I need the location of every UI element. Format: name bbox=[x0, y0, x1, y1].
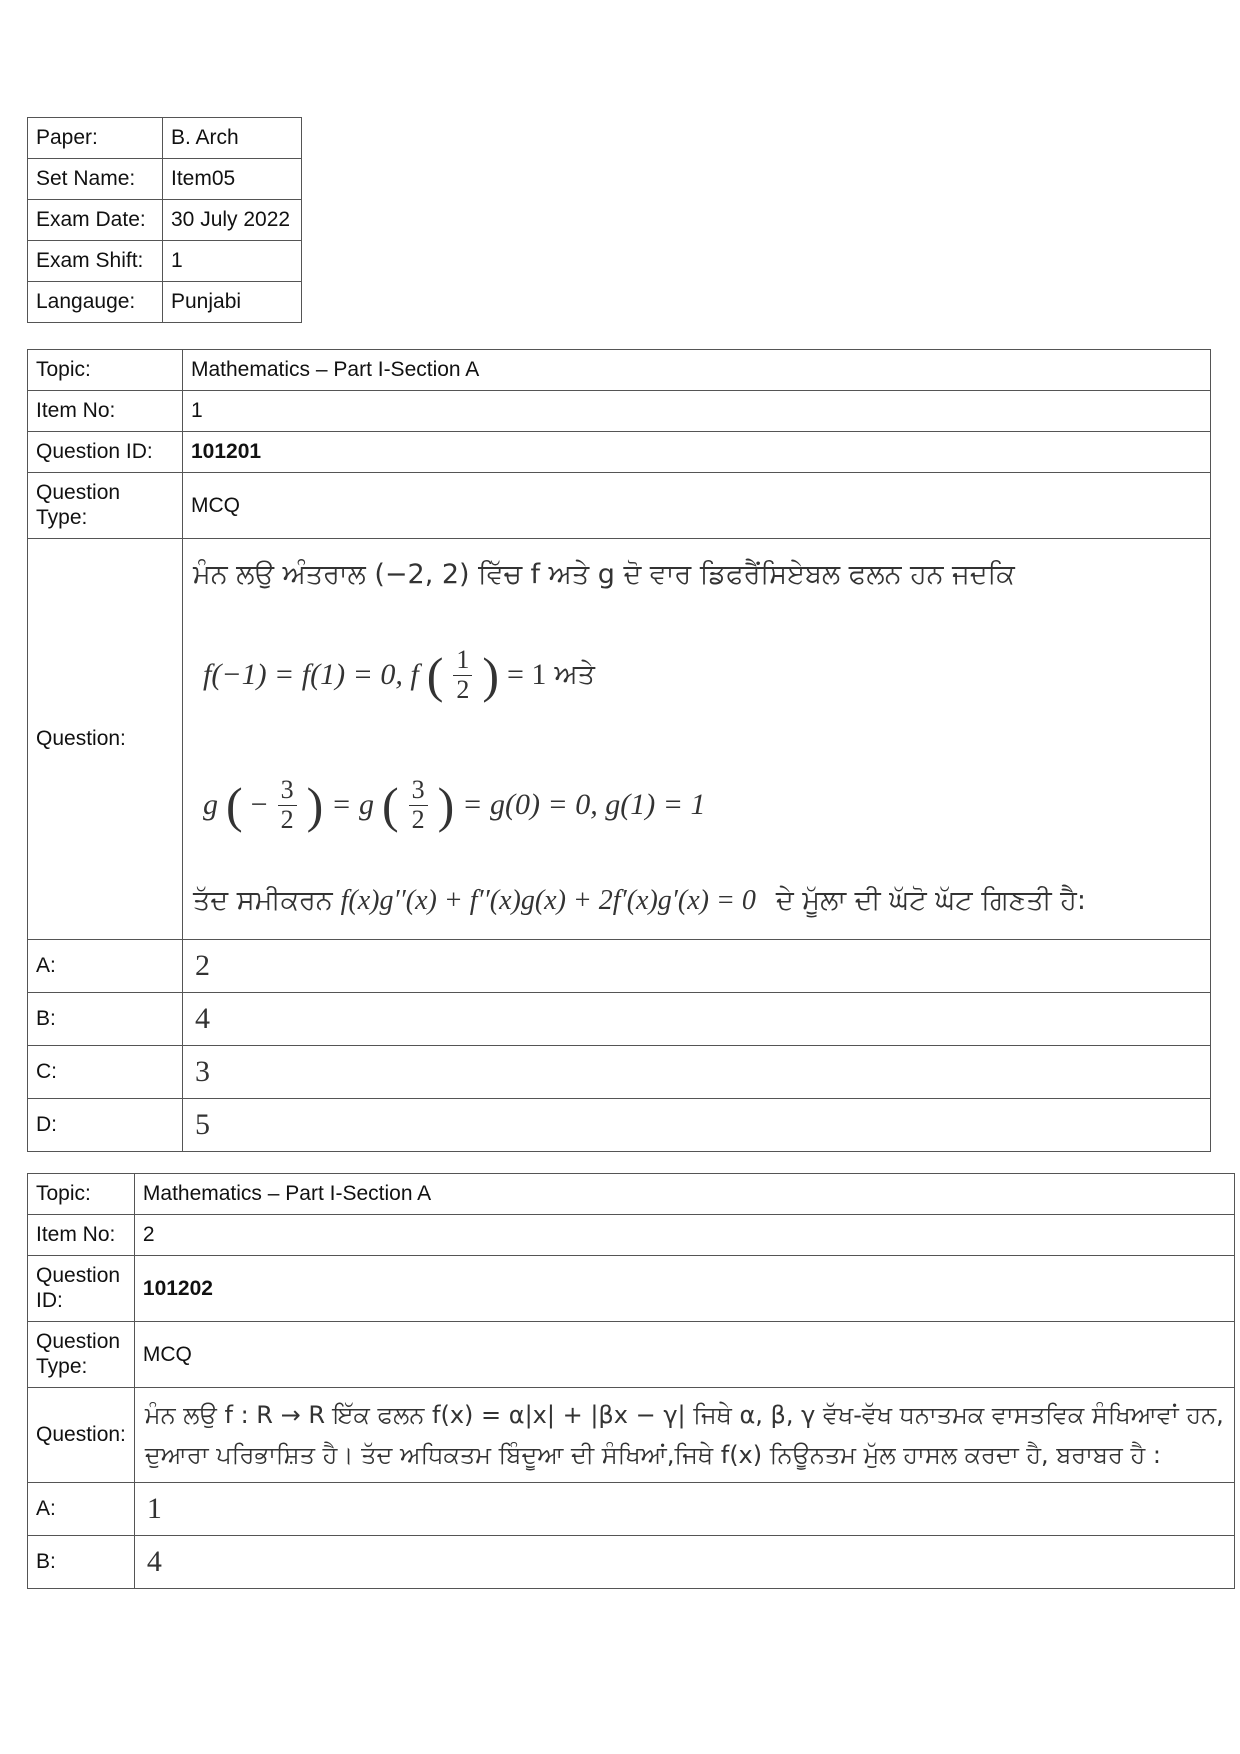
option-value: 3 bbox=[183, 1046, 1211, 1099]
meta-label: Paper: bbox=[28, 118, 163, 159]
question-intro: ਮੰਨ ਲਉ ਅੰਤਰਾਲ (−2, 2) ਵਿੱਚ f ਅਤੇ g ਦੋ ਵਾਰ ਡਿਫਰੈਂਸਿਏਬਲ ਫਲਨ ਹਨ ਜਦਕਿ bbox=[193, 559, 1015, 590]
meta-value: Item05 bbox=[163, 159, 302, 200]
question-row bbox=[28, 539, 1211, 940]
eq1-numerator: 1 bbox=[453, 646, 472, 676]
question-type-value: MCQ bbox=[183, 473, 1211, 539]
question-id-value: 101201 bbox=[183, 432, 1211, 473]
question-line-2: ਦੁਆਰਾ ਪਰਿਭਾਸ਼ਿਤ ਹੈ। ਤੱਦ ਅਧਿਕਤਮ ਬਿੰਦੂਆ ਦੀ ਸੰਖਿਆਂ,ਜਿਥੇ f(x) ਨਿਊਨਤਮ ਮੁੱਲ ਹਾਸਲ ਕਰਦਾ ਹੈ, ਬਰਾਬਰ ਹੈ : bbox=[144, 1441, 1161, 1469]
meta-value: 30 July 2022 bbox=[163, 200, 302, 241]
meta-label: Langauge: bbox=[28, 282, 163, 323]
option-row bbox=[28, 993, 1211, 1046]
meta-label: Set Name: bbox=[28, 159, 163, 200]
eq2-mid: = g bbox=[331, 788, 374, 821]
eq1-denominator: 2 bbox=[456, 674, 470, 704]
topic-label: Topic: bbox=[28, 350, 183, 391]
topic-row bbox=[28, 1174, 1235, 1215]
item-no-label: Item No: bbox=[28, 391, 183, 432]
question-body bbox=[183, 539, 1211, 940]
eq1-word: ਅਤੇ bbox=[554, 659, 595, 690]
eq2-g: g bbox=[203, 788, 218, 821]
question-body bbox=[134, 1388, 1234, 1483]
meta-value: B. Arch bbox=[163, 118, 302, 159]
option-value: 2 bbox=[183, 940, 1211, 993]
question-final-line bbox=[193, 871, 1200, 931]
equation-1: f(−1) = f(1) = 0, f ( $\frac{1}{2}$ ) = 1 ਅਤੇ bbox=[203, 644, 595, 704]
option-value: 4 bbox=[134, 1536, 1234, 1589]
eq2-numerator-b: 3 bbox=[409, 776, 428, 806]
eq2-numerator-a: 3 bbox=[278, 776, 297, 806]
topic-label: Topic: bbox=[28, 1174, 135, 1215]
topic-row bbox=[28, 350, 1211, 391]
final-equation: f(x)g′′(x) + f′′(x)g(x) + 2f′(x)g′(x) = 0 bbox=[340, 885, 756, 916]
equation-2: g ( − $\frac{3}{2}$ ) = g ( $\frac{3}{2}$ ) = g(0) = 0, g(1) = 1 bbox=[203, 774, 706, 834]
question-type-row bbox=[28, 473, 1211, 539]
exam-meta-table bbox=[27, 117, 302, 323]
final-pre: ਤੱਦ ਸਮੀਕਰਨ bbox=[193, 885, 333, 916]
item-no-value: 1 bbox=[183, 391, 1211, 432]
meta-row bbox=[28, 200, 302, 241]
meta-row bbox=[28, 118, 302, 159]
question-id-label: Question ID: bbox=[28, 432, 183, 473]
final-post: ਦੇ ਮੂੱਲਾ ਦੀ ਘੱਟੋ ਘੱਟ ਗਿਣਤੀ ਹੈ: bbox=[775, 885, 1086, 916]
meta-label: Exam Date: bbox=[28, 200, 163, 241]
item-no-row bbox=[28, 391, 1211, 432]
meta-row bbox=[28, 159, 302, 200]
question-type-value: MCQ bbox=[134, 1322, 1234, 1388]
meta-row bbox=[28, 282, 302, 323]
question-id-label: Question ID: bbox=[28, 1256, 135, 1322]
item-no-label: Item No: bbox=[28, 1215, 135, 1256]
option-row bbox=[28, 940, 1211, 993]
question-id-row bbox=[28, 1256, 1235, 1322]
question-type-label: Question Type: bbox=[28, 473, 183, 539]
question-id-row bbox=[28, 432, 1211, 473]
topic-value: Mathematics – Part I-Section A bbox=[183, 350, 1211, 391]
meta-row bbox=[28, 241, 302, 282]
eq2-denominator-b: 2 bbox=[411, 804, 425, 834]
eq1-right: = 1 bbox=[507, 658, 547, 691]
option-label: B: bbox=[28, 1536, 135, 1589]
option-row bbox=[28, 1483, 1235, 1536]
option-label: A: bbox=[28, 940, 183, 993]
option-label: B: bbox=[28, 993, 183, 1046]
eq2-denominator-a: 2 bbox=[280, 804, 294, 834]
option-row bbox=[28, 1099, 1211, 1152]
meta-value: 1 bbox=[163, 241, 302, 282]
question-label: Question: bbox=[28, 539, 183, 940]
meta-label: Exam Shift: bbox=[28, 241, 163, 282]
item-no-row bbox=[28, 1215, 1235, 1256]
question-row bbox=[28, 1388, 1235, 1483]
option-value: 1 bbox=[134, 1483, 1234, 1536]
question-line-1: ਮੰਨ ਲਉ f : R → R ਇੱਕ ਫਲਨ f(x) = α|x| + |βx − γ| ਜਿਥੇ α, β, γ ਵੱਖ-ਵੱਖ ਧਨਾਤਮਕ ਵਾਸਤਵਿਕ ਸੰਖਿਆਵਾਂ ਹਨ, bbox=[144, 1401, 1224, 1429]
eq1-left: f(−1) = f(1) = 0, f bbox=[203, 658, 419, 691]
question-type-label: Question Type: bbox=[28, 1322, 135, 1388]
option-label: A: bbox=[28, 1483, 135, 1536]
option-value: 5 bbox=[183, 1099, 1211, 1152]
question-id-value: 101202 bbox=[134, 1256, 1234, 1322]
option-label: D: bbox=[28, 1099, 183, 1152]
option-row bbox=[28, 1536, 1235, 1589]
question-label: Question: bbox=[28, 1388, 135, 1483]
topic-value: Mathematics – Part I-Section A bbox=[134, 1174, 1234, 1215]
question-type-row bbox=[28, 1322, 1235, 1388]
option-value: 4 bbox=[183, 993, 1211, 1046]
option-row bbox=[28, 1046, 1211, 1099]
question-1-table bbox=[27, 349, 1211, 1152]
meta-value: Punjabi bbox=[163, 282, 302, 323]
question-2-table bbox=[27, 1173, 1235, 1589]
item-no-value: 2 bbox=[134, 1215, 1234, 1256]
eq2-minus: − bbox=[250, 788, 268, 821]
eq2-right: = g(0) = 0, g(1) = 1 bbox=[462, 788, 706, 821]
option-label: C: bbox=[28, 1046, 183, 1099]
